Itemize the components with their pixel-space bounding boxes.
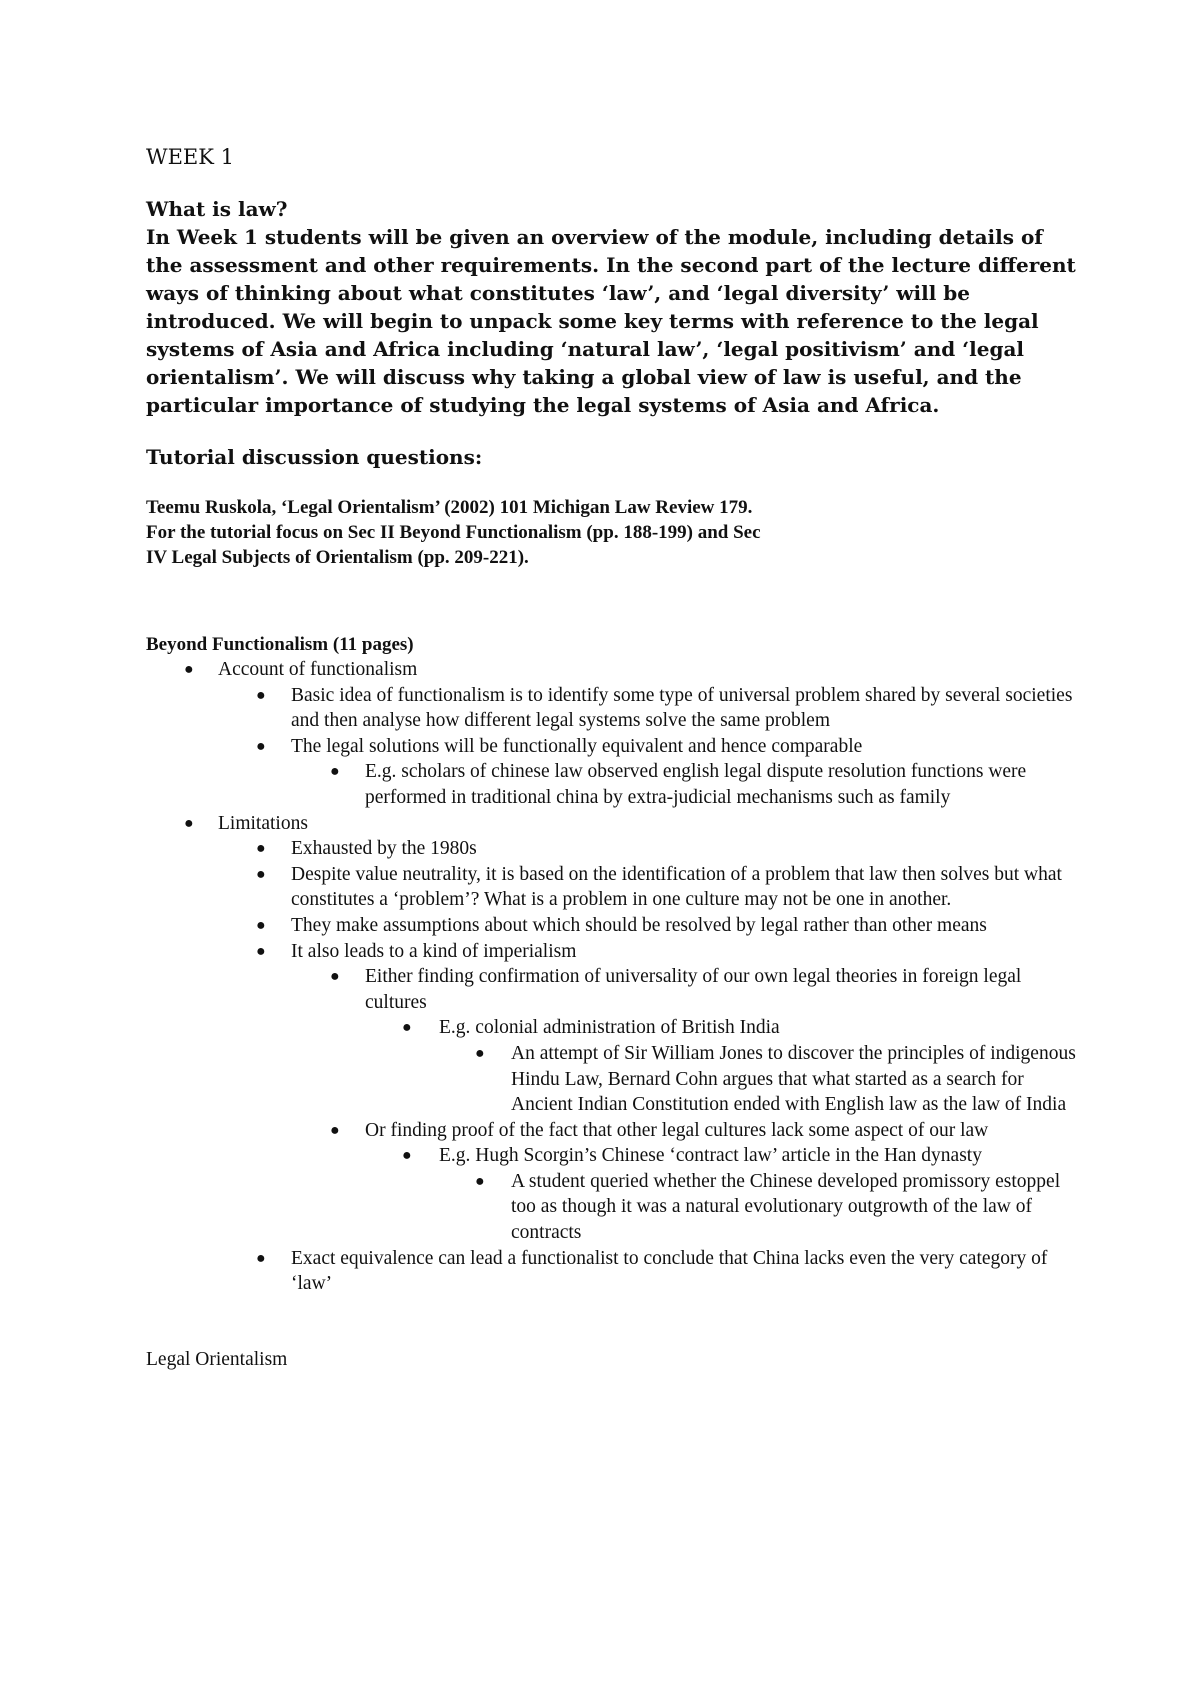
list-item: ● Or finding proof of the fact that other legal cultures lack some aspect of our law [146, 1118, 1076, 1144]
bullet-icon: ● [330, 1121, 340, 1139]
bullet-icon: ● [256, 1249, 266, 1267]
bullet-icon: ● [256, 942, 266, 960]
list-item: ● Account of functionalism [146, 657, 1076, 683]
week-title: WEEK 1 [146, 145, 234, 169]
question-heading: What is law? [146, 197, 288, 221]
bullet-icon: ● [330, 968, 340, 986]
reading-line: For the tutorial focus on Sec II Beyond Functionalism (pp. 188-199) and Sec [146, 522, 761, 543]
reading-line: IV Legal Subjects of Orientalism (pp. 209-221). [146, 547, 529, 568]
bullet-icon: ● [256, 686, 266, 704]
list-item: ● Limitations [146, 811, 1076, 837]
list-item: ● Either finding confirmation of universality of our own legal theories in foreign legal cultures [330, 966, 1022, 1013]
bullet-icon: ● [475, 1172, 485, 1190]
list-item: ● The legal solutions will be functionally equivalent and hence comparable [146, 734, 1076, 760]
section-heading-legal-orientalism: Legal Orientalism [146, 1348, 288, 1370]
list-item: ● It also leads to a kind of imperialism [146, 939, 1076, 965]
intro-text: In Week 1 students will be given an overview of the module, including details of the assessment and other requirements. In the second part of the lecture different ways of thinking about what constitutes ‘law’, and ‘legal diversity’ will be introduced. We will begin to unpack some key terms with reference to the legal systems of Asia and Africa including ‘natural law’, ‘legal positivism’ and ‘legal orientalism’. We will discuss why taking a global view of law is useful, and the particular importance of studying the legal systems of Asia and Africa. [146, 225, 1076, 417]
list-item: ● Exhausted by the 1980s [146, 836, 1076, 862]
list-item: ● Exact equivalence can lead a functionalist to conclude that China lacks even the very category of ‘law’ [256, 1247, 1048, 1295]
list-item: ● They make assumptions about which should be resolved by legal rather than other means [146, 913, 1076, 939]
bullet-icon: ● [402, 1147, 412, 1165]
list-item: ● E.g. Hugh Scorgin’s Chinese ‘contract law’ article in the Han dynasty [146, 1143, 1076, 1169]
bullet-list [146, 657, 1076, 1297]
document-body [146, 145, 1076, 1371]
list-item: ● E.g. scholars of chinese law observed english legal dispute resolution functions were performed in traditional china by extra-judicial mechanisms such as family [330, 761, 1027, 808]
section-heading-beyond-functionalism: Beyond Functionalism (11 pages) [146, 634, 414, 655]
list-item: ● A student queried whether the Chinese developed promissory estoppel too as though it was a natural evolutionary outgrowth of the law of contracts [475, 1170, 1061, 1244]
bullet-icon: ● [475, 1044, 485, 1062]
list-item: ● E.g. colonial administration of British India [146, 1015, 1076, 1041]
bullet-icon: ● [184, 661, 194, 678]
reading-reference [146, 495, 1076, 570]
bullet-icon: ● [184, 814, 194, 832]
tutorial-heading: Tutorial discussion questions: [146, 445, 483, 469]
bullet-icon: ● [402, 1019, 412, 1037]
bullet-icon: ● [256, 737, 266, 755]
reading-line: Teemu Ruskola, ‘Legal Orientalism’ (2002) 101 Michigan Law Review 179. [146, 497, 753, 518]
bullet-icon: ● [256, 865, 266, 883]
list-item: ● Despite value neutrality, it is based on the identification of a problem that law then solves but what constitutes a ‘problem’? What is a problem in one culture may not be one in another. [256, 863, 1062, 911]
list-item: ● An attempt of Sir William Jones to discover the principles of indigenous Hindu Law, Bernard Cohn argues that what started as a search for Ancient Indian Constitution ended with English law as the law of India [475, 1042, 1076, 1116]
list-item: ● Basic idea of functionalism is to identify some type of universal problem shared by several societies and then analyse how different legal systems solve the same problem [256, 684, 1073, 732]
bullet-icon: ● [256, 840, 266, 858]
bullet-icon: ● [330, 763, 340, 781]
intro-paragraph [146, 195, 1076, 419]
bullet-icon: ● [256, 916, 266, 934]
